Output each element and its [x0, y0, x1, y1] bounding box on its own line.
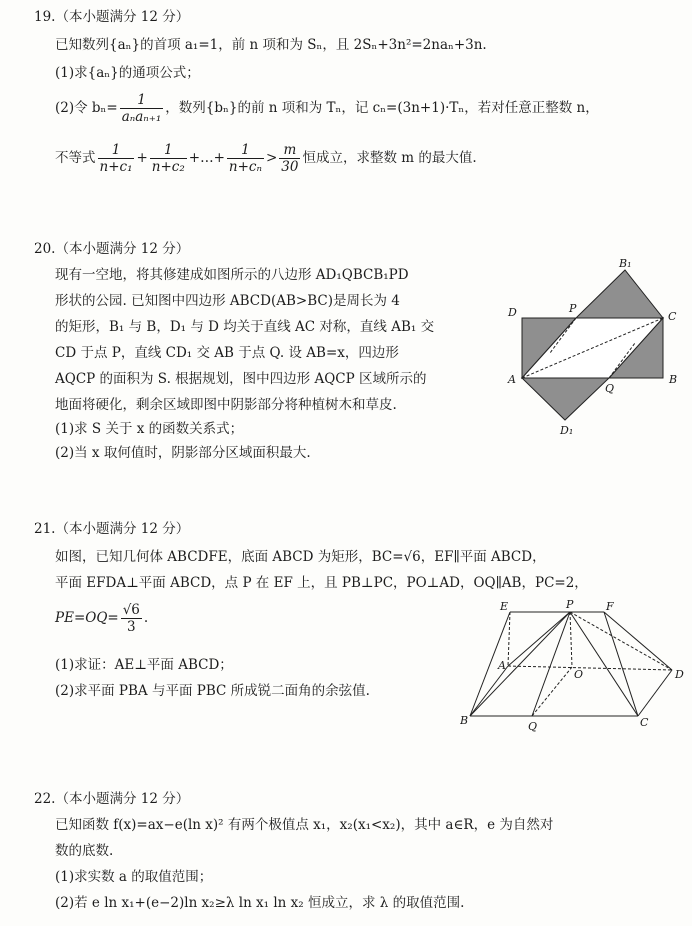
q19-frac-1: [98, 142, 135, 175]
q19-part2: [55, 90, 599, 126]
q20-label-b: B: [669, 373, 678, 386]
q19-frac-4: [279, 142, 300, 175]
q20-part2: (2)当 x 取何值时，阴影部分区域面积最大.: [55, 445, 311, 461]
q19-heading: 19.（本小题满分 12 分）: [34, 9, 190, 25]
q20-label-c: C: [668, 310, 677, 323]
q19-frac-4-num: m: [279, 142, 300, 159]
q20-line-2: 形状的公园. 已知图中四边形 ABCD(AB>BC)是周长为 4: [55, 293, 400, 309]
q19-frac-4-den: 30: [281, 159, 299, 175]
q21-line-3: [55, 600, 148, 636]
q20-shaded-upper-triangle: [576, 270, 663, 318]
q20-line-4: CD 于点 P，直线 CD₁ 交 AB 于点 Q. 设 AB=x，四边形: [55, 345, 399, 361]
q21-edge-cd: [638, 670, 672, 716]
q21-label-p: P: [566, 598, 574, 611]
q21-part2: (2)求平面 PBA 与平面 PBC 所成锐二面角的余弦值.: [55, 683, 370, 699]
q19-frac-2: [150, 142, 187, 175]
q19-bn-fraction: [120, 92, 164, 125]
q21-label-q: Q: [528, 720, 538, 733]
q21-label-f: F: [606, 600, 614, 613]
q21-label-e: E: [500, 600, 509, 613]
q19-part2-suffix: ，数列{bₙ}的前 n 项和为 Tₙ，记 cₙ=(3n+1)·Tₙ，若对任意正整数 n，: [165, 100, 599, 116]
q19-bn-denominator: aₙaₙ₊₁: [121, 109, 162, 125]
q21-line-3-suffix: .: [143, 610, 149, 626]
q20-line-3: 的矩形，B₁ 与 B，D₁ 与 D 均关于直线 AC 对称，直线 AB₁ 交: [55, 319, 435, 335]
q21-solid-figure: [460, 598, 688, 740]
q19-statement: 已知数列{aₙ}的首项 a₁=1，前 n 项和为 Sₙ，且 2Sₙ+3n²=2naₙ+3n.: [55, 37, 487, 53]
q20-label-d: D: [508, 306, 517, 319]
q21-label-b: B: [460, 714, 469, 727]
q21-edge-fc: [604, 612, 638, 716]
q21-label-a: A: [498, 659, 506, 672]
q20-heading: 20.（本小题满分 12 分）: [34, 241, 190, 257]
q19-frac-2-den: n+c₂: [151, 159, 185, 175]
q22-heading: 22.（本小题满分 12 分）: [34, 791, 190, 807]
q21-label-o: O: [574, 668, 584, 681]
q21-fraction-num: √6: [122, 602, 140, 618]
q20-shaded-lower-triangle: [522, 378, 609, 420]
q21-edge-ab: [470, 666, 508, 716]
q19-frac-1-den: n+c₁: [99, 159, 133, 175]
q19-inequality-suffix: 恒成立，求整数 m 的最大值.: [302, 150, 477, 166]
q22-line-1: 已知函数 f(x)=ax−e(ln x)² 有两个极值点 x₁，x₂(x₁<x₂)，其中 a∈R，e 为自然对: [55, 817, 554, 833]
q19-part2-prefix: (2)令 bₙ=: [55, 100, 118, 116]
q20-part1: (1)求 S 关于 x 的函数关系式；: [55, 421, 244, 437]
q19-plus-1: +: [136, 150, 148, 166]
q21-line-3-prefix: PE=OQ=: [55, 610, 119, 626]
q20-label-d1: D₁: [560, 424, 574, 437]
q21-heading: 21.（本小题满分 12 分）: [34, 521, 190, 537]
q19-part1: (1)求{aₙ}的通项公式；: [55, 65, 200, 81]
q21-label-d: D: [675, 668, 684, 681]
q21-dashed-po: [570, 612, 572, 667]
q20-label-q: Q: [605, 382, 615, 395]
q19-inequality-prefix: 不等式: [55, 150, 96, 166]
q21-edge-pb: [470, 612, 570, 716]
q19-frac-3-num: 1: [227, 142, 264, 159]
q22-line-2: 数的底数.: [55, 843, 114, 859]
q21-dashed-pd: [570, 612, 672, 670]
q19-inequality: [55, 140, 477, 176]
q19-frac-3-den: n+cₙ: [228, 159, 262, 175]
q21-line-1: 如图，已知几何体 ABCDFE，底面 ABCD 为矩形，BC=√6，EF∥平面 ABCD，: [55, 549, 546, 565]
q19-frac-3: [227, 142, 264, 175]
q20-label-p: P: [569, 302, 577, 315]
q20-label-a: A: [508, 373, 516, 386]
q21-line-2: 平面 EFDA⊥平面 ABCD，点 P 在 EF 上，且 PB⊥PC，PO⊥AD，OQ∥AB，PC=2，: [55, 575, 588, 591]
q21-part1: (1)求证：AE⊥平面 ABCD；: [55, 657, 233, 673]
q21-dashed-oq: [532, 667, 572, 716]
q22-part2: (2)若 e ln x₁+(e−2)ln x₂≥λ ln x₁ ln x₂ 恒成立，求 λ 的取值范围.: [55, 895, 465, 911]
q21-dashed-ea: [508, 612, 510, 666]
q21-edge-pa: [508, 612, 570, 666]
q21-edge-pq: [532, 612, 570, 716]
q19-plus-2: +…+: [188, 150, 225, 166]
q21-edge-fd: [604, 612, 672, 670]
q21-label-c: C: [640, 716, 649, 729]
q20-octagon-figure: [505, 258, 685, 440]
q19-greater-than: >: [265, 150, 278, 166]
q20-line-1: 现有一空地，将其修建成如图所示的八边形 AD₁QBCB₁PD: [55, 267, 409, 283]
q20-line-5: AQCP 的面积为 S. 根据规划，图中四边形 AQCP 区域所示的: [55, 371, 427, 387]
q21-edge-pc: [570, 612, 638, 716]
q19-frac-1-num: 1: [98, 142, 135, 159]
q21-fraction: [121, 602, 142, 635]
q22-part1: (1)求实数 a 的取值范围；: [55, 869, 213, 885]
q21-fraction-den: 3: [127, 619, 136, 635]
q20-line-6: 地面将硬化，剩余区域即图中阴影部分将种植树木和草皮.: [55, 397, 397, 413]
q19-bn-numerator: 1: [120, 92, 164, 109]
q20-label-b1: B₁: [619, 258, 632, 270]
q21-dashed-ad: [508, 666, 672, 670]
q19-frac-2-num: 1: [150, 142, 187, 159]
